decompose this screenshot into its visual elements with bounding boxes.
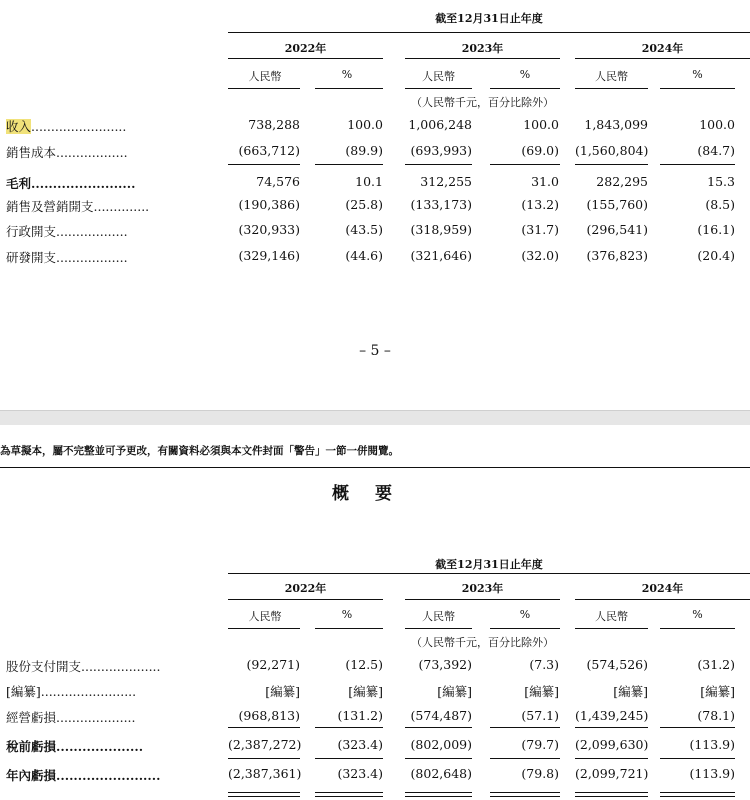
- leader-dots: ........................: [31, 119, 127, 134]
- table-cell: (1,560,804): [575, 143, 649, 158]
- col-rmb-2023: 人民幣: [422, 70, 455, 83]
- double-rule: [490, 792, 560, 797]
- table-cell: [編纂]: [524, 684, 559, 699]
- col-rmb-2022: 人民幣: [248, 70, 282, 83]
- table-cell: (2,387,361): [228, 766, 302, 781]
- rule: [660, 628, 735, 629]
- table-cell: (12.5): [345, 657, 383, 672]
- table-cell: (73,392): [418, 657, 472, 672]
- year-2022: 2022年: [284, 42, 327, 55]
- col-pct-2024: %: [692, 608, 703, 621]
- table-cell: (1,439,245): [575, 708, 649, 723]
- double-rule: [660, 792, 735, 797]
- table-cell: (16.1): [697, 222, 735, 237]
- row-label-text: [編纂]: [6, 684, 41, 699]
- table-cell: (2,099,630): [575, 737, 649, 752]
- table-row: [0, 708, 750, 728]
- table-cell: (663,712): [238, 143, 300, 158]
- row-label-text: 股份支付開支: [6, 659, 82, 674]
- year-2022: 2022年: [284, 582, 327, 595]
- section-title: 概要: [332, 484, 418, 504]
- table-cell: (323.4): [337, 737, 383, 752]
- leader-dots: ..............: [93, 199, 150, 214]
- leader-dots: ....................: [81, 659, 161, 674]
- table-cell: (79.7): [521, 737, 559, 752]
- subtotal-rule: [575, 758, 648, 759]
- row-label-text: 年內虧損: [6, 768, 57, 783]
- double-rule: [315, 792, 383, 797]
- subtotal-rule: [660, 758, 735, 759]
- table-cell: (693,993): [410, 143, 472, 158]
- rule: [405, 628, 472, 629]
- row-label-text: 毛利: [6, 176, 32, 191]
- year-2024: 2024年: [641, 42, 684, 55]
- rule: [405, 599, 560, 600]
- row-label: [6, 222, 216, 240]
- row-label: [6, 117, 216, 135]
- table-cell: (318,959): [410, 222, 472, 237]
- row-label-text: 銷售成本: [6, 145, 57, 160]
- table-cell: 1,006,248: [408, 117, 472, 132]
- period-header: 截至12月31日止年度: [435, 558, 543, 571]
- row-label-text: 行政開支: [6, 224, 57, 239]
- rule: [228, 628, 300, 629]
- subtotal-rule: [315, 727, 383, 728]
- rule: [0, 467, 750, 468]
- draft-notice: 為草擬本，屬不完整並可予更改，有關資料必須與本文件封面「警告」一節一併閱覽。: [0, 445, 399, 457]
- row-label: [6, 657, 216, 675]
- table-cell: 100.0: [347, 117, 383, 132]
- rule: [315, 88, 383, 89]
- unit-note: （人民幣千元，百分比除外）: [411, 636, 554, 649]
- table-cell: (190,386): [238, 197, 300, 212]
- page-number: – 5 –: [359, 343, 391, 359]
- table-cell: [編纂]: [437, 684, 472, 699]
- table-cell: (78.1): [697, 708, 735, 723]
- rule: [315, 628, 383, 629]
- table-cell: (113.9): [689, 737, 735, 752]
- rule: [490, 628, 560, 629]
- table-cell: (329,146): [238, 248, 300, 263]
- table-cell: (155,760): [586, 197, 648, 212]
- table-cell: (574,526): [586, 657, 648, 672]
- table-cell: (69.0): [521, 143, 559, 158]
- table-cell: (57.1): [521, 708, 559, 723]
- leader-dots: ........................: [31, 176, 136, 191]
- table-cell: (113.9): [689, 766, 735, 781]
- subtotal-rule: [405, 164, 472, 165]
- table-row: [0, 117, 750, 137]
- table-cell: (7.3): [529, 657, 559, 672]
- rule: [660, 88, 735, 89]
- subtotal-rule: [575, 164, 648, 165]
- table-cell: (320,933): [238, 222, 300, 237]
- row-label-text: 收入: [6, 119, 32, 134]
- col-pct-2022: %: [341, 68, 353, 81]
- table-cell: [編纂]: [700, 684, 735, 699]
- rule: [228, 573, 750, 574]
- table-row: [0, 737, 750, 757]
- table-row: [0, 766, 750, 786]
- table-cell: [編纂]: [348, 684, 383, 699]
- table-cell: (31.7): [521, 222, 559, 237]
- table-cell: 10.1: [355, 174, 383, 189]
- leader-dots: ..................: [56, 224, 128, 239]
- table-row: [0, 222, 750, 242]
- subtotal-rule: [315, 758, 383, 759]
- table-cell: (131.2): [337, 708, 383, 723]
- row-label-text: 研發開支: [6, 250, 57, 265]
- leader-dots: ..................: [56, 250, 128, 265]
- year-2023: 2023年: [461, 42, 504, 55]
- table-cell: (89.9): [345, 143, 383, 158]
- row-label-text: 稅前虧損: [6, 739, 57, 754]
- rule: [575, 58, 750, 59]
- page-gap: [0, 410, 750, 426]
- row-label: [6, 197, 216, 215]
- table-cell: 100.0: [523, 117, 559, 132]
- leader-dots: ........................: [40, 684, 137, 699]
- row-label: [6, 174, 216, 192]
- rule: [228, 32, 750, 33]
- table-cell: 15.3: [707, 174, 735, 189]
- rule: [575, 88, 648, 89]
- table-cell: 1,843,099: [584, 117, 648, 132]
- subtotal-rule: [660, 727, 735, 728]
- table-cell: 738,288: [248, 117, 300, 132]
- period-header: 截至12月31日止年度: [435, 12, 543, 25]
- leader-dots: ........................: [56, 768, 161, 783]
- table-cell: 312,255: [420, 174, 472, 189]
- table-cell: (802,009): [410, 737, 472, 752]
- table-cell: (92,271): [246, 657, 300, 672]
- table-cell: (133,173): [410, 197, 472, 212]
- row-label: [6, 766, 216, 784]
- table-cell: (8.5): [705, 197, 735, 212]
- col-rmb-2024: 人民幣: [595, 70, 628, 83]
- table-cell: (376,823): [586, 248, 648, 263]
- table-cell: 100.0: [699, 117, 735, 132]
- subtotal-rule: [315, 164, 383, 165]
- table-cell: (43.5): [345, 222, 383, 237]
- table-cell: (321,646): [410, 248, 472, 263]
- table-cell: (574,487): [410, 708, 472, 723]
- subtotal-rule: [405, 758, 472, 759]
- table-cell: 282,295: [596, 174, 648, 189]
- table-cell: (84.7): [697, 143, 735, 158]
- table-row: [0, 248, 750, 268]
- subtotal-rule: [490, 164, 560, 165]
- year-2023: 2023年: [461, 582, 504, 595]
- table-cell: (323.4): [337, 766, 383, 781]
- table-cell: (79.8): [521, 766, 559, 781]
- double-rule: [405, 792, 472, 797]
- table-cell: [編纂]: [265, 684, 300, 699]
- rule: [228, 58, 383, 59]
- double-rule: [228, 792, 300, 797]
- table-cell: (968,813): [238, 708, 300, 723]
- col-pct-2024: %: [692, 68, 703, 81]
- rule: [405, 88, 472, 89]
- col-rmb-2023: 人民幣: [422, 610, 455, 623]
- table-row: [0, 657, 750, 677]
- table-cell: (13.2): [521, 197, 559, 212]
- rule: [490, 88, 560, 89]
- subtotal-rule: [405, 727, 472, 728]
- col-pct-2023: %: [519, 608, 531, 621]
- page-6: [0, 425, 750, 800]
- row-label: [6, 143, 216, 161]
- row-label-text: 銷售及營銷開支: [6, 199, 94, 214]
- table-row: [0, 682, 750, 702]
- row-label-text: 經營虧損: [6, 710, 57, 725]
- row-label: [6, 708, 216, 726]
- leader-dots: ....................: [56, 739, 144, 754]
- table-cell: 31.0: [531, 174, 559, 189]
- leader-dots: ....................: [56, 710, 136, 725]
- subtotal-rule: [490, 758, 560, 759]
- double-rule: [575, 792, 648, 797]
- col-pct-2022: %: [341, 608, 353, 621]
- table-cell: (802,648): [410, 766, 472, 781]
- year-2024: 2024年: [641, 582, 684, 595]
- table-cell: (20.4): [697, 248, 735, 263]
- table-cell: (32.0): [521, 248, 559, 263]
- subtotal-rule: [228, 758, 300, 759]
- table-cell: (2,387,272): [228, 737, 302, 752]
- col-rmb-2022: 人民幣: [248, 610, 282, 623]
- rule: [405, 58, 560, 59]
- table-cell: (296,541): [586, 222, 648, 237]
- row-label: [6, 682, 216, 700]
- table-cell: [編纂]: [613, 684, 648, 699]
- col-pct-2023: %: [519, 68, 531, 81]
- subtotal-rule: [490, 727, 560, 728]
- rule: [228, 88, 300, 89]
- table-row: [0, 143, 750, 163]
- leader-dots: ..................: [56, 145, 128, 160]
- subtotal-rule: [575, 727, 648, 728]
- row-label: [6, 737, 216, 755]
- row-label: [6, 248, 216, 266]
- rule: [228, 599, 383, 600]
- table-cell: (25.8): [345, 197, 383, 212]
- subtotal-rule: [660, 164, 735, 165]
- table-cell: (2,099,721): [575, 766, 649, 781]
- table-cell: (44.6): [345, 248, 383, 263]
- table-row: [0, 197, 750, 217]
- unit-note: （人民幣千元，百分比除外）: [411, 96, 554, 109]
- rule: [575, 628, 648, 629]
- col-rmb-2024: 人民幣: [595, 610, 628, 623]
- subtotal-rule: [228, 727, 300, 728]
- subtotal-rule: [228, 164, 300, 165]
- table-cell: (31.2): [697, 657, 735, 672]
- table-row: [0, 174, 750, 194]
- rule: [575, 599, 750, 600]
- table-cell: 74,576: [256, 174, 300, 189]
